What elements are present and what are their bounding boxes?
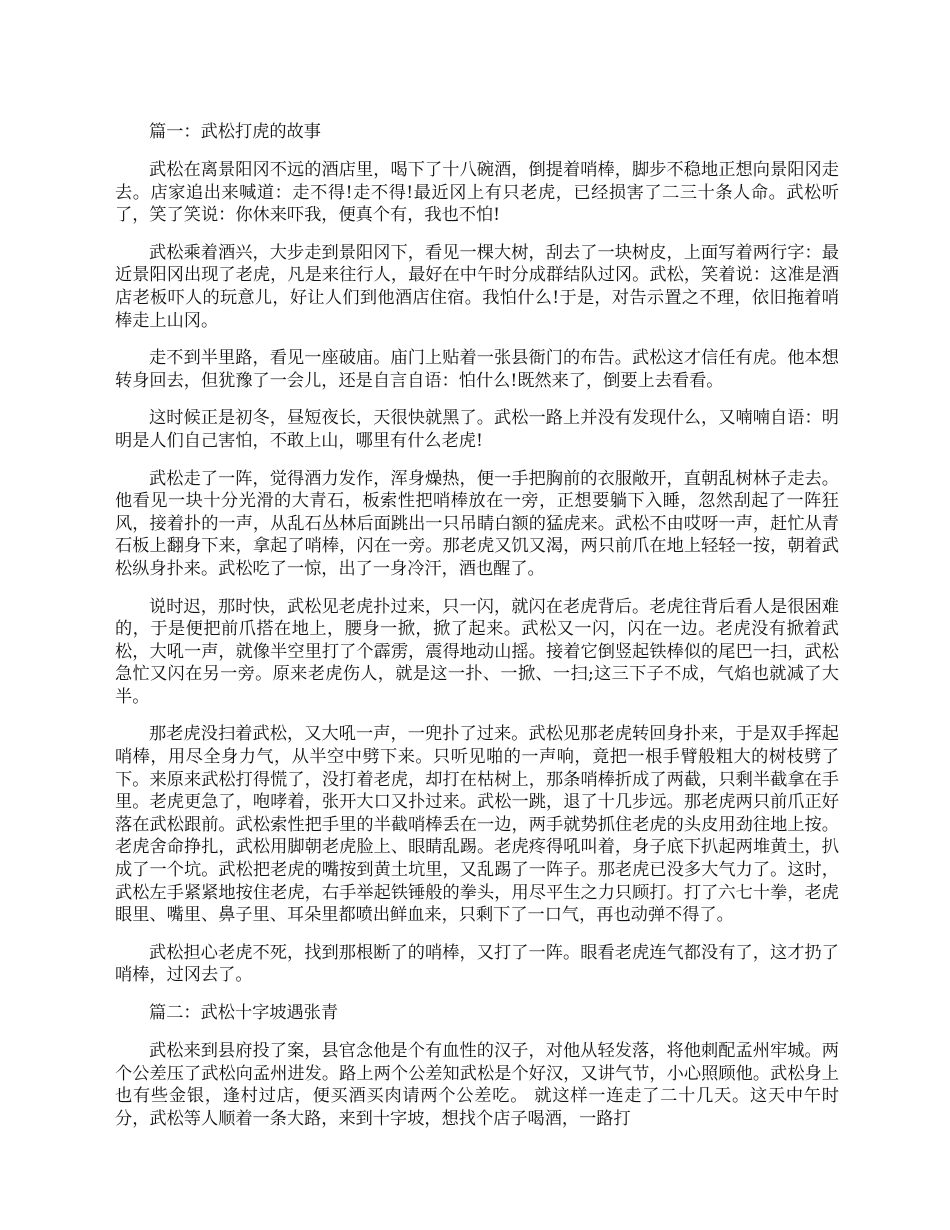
section-2-heading: 篇二：武松十字坡遇张青 [149,1003,339,1023]
section-1-paragraph-6: 说时迟，那时快，武松见老虎扑过来，只一闪，就闪在老虎背后。老虎往背后看人是很困难的，于是便把前爪搭在地上，腰身一掀，掀了起来。武松又一闪，闪在一边。老虎没有掀着武松，大吼一声，就像半空里打了个霹雳，震得地动山摇。接着它倒竖起铁棒似的尾巴一扫，武松急忙又闪在另一旁。原来老虎伤人，就是这一扑、一掀、一扫;这三下子不成，气焰也就减了大半。 [115,596,839,707]
section-1-paragraph-3: 走不到半里路，看见一座破庙。庙门上贴着一张县衙门的布告。武松这才信任有虎。他本想转身回去，但犹豫了一会儿，还是自言自语：怕什么!既然来了，倒要上去看看。 [115,348,839,391]
section-1-paragraph-8: 武松担心老虎不死，找到那根断了的哨棒，又打了一阵。眼看老虎连气都没有了，这才扔了哨棒，过冈去了。 [115,942,839,986]
section-1-paragraph-5: 武松走了一阵，觉得酒力发作，浑身燥热，便一手把胸前的衣服敞开，直朝乱树林子走去。他看见一块十分光滑的大青石，板索性把哨棒放在一旁，正想要躺下入睡，忽然刮起了一阵狂风，接着扑的一声，从乱石丛林后面跳出一只吊睛白额的猛虎来。武松不由哎呀一声，赶忙从青石板上翻身下来，拿起了哨棒，闪在一旁。那老虎又饥又渴，两只前爪在地上轻轻一按，朝着武松纵身扑来。武松吃了一惊，出了一身冷汗，酒也醒了。 [115,468,839,579]
section-1-paragraph-7: 那老虎没扫着武松，又大吼一声，一兜扑了过来。武松见那老虎转回身扑来，于是双手挥起哨棒，用尽全身力气，从半空中劈下来。只听见啪的一声响，竟把一根手臂般粗大的树枝劈了下。来原来武松打得慌了，没打着老虎，却打在枯树上，那条哨棒折成了两截，只剩半截拿在手里。老虎更急了，咆哮着，张开大口又扑过来。武松一跳，退了十几步远。那老虎两只前爪正好落在武松跟前。武松索性把手里的半截哨棒丢在一边，两手就势抓住老虎的头皮用劲往地上按。老虎舍命挣扎，武松用脚朝老虎脸上、眼睛乱踢。老虎疼得吼叫着，身子底下扒起两堆黄土，扒成了一个坑。武松把老虎的嘴按到黄土坑里，又乱踢了一阵子。那老虎已没多大气力了。这时，武松左手紧紧地按住老虎，右手举起铁锤般的拳头，用尽平生之力只顾打。打了六七十拳，老虎眼里、嘴里、鼻子里、耳朵里都喷出鲜血来，只剩下了一口气，再也动弹不得了。 [115,724,839,926]
section-2-paragraph-1: 武松来到县府投了案，县官念他是个有血性的汉子，对他从轻发落，将他刺配孟州牢城。两个公差压了武松向孟州进发。路上两个公差知武松是个好汉，又讲气节，小心照顾他。武松身上也有些金银，逢村过店，便买酒买肉请两个公差吃。 就这样一连走了二十几天。这天中午时分，武松等人顺着一条大路，来到十字坡，想找个店子喝酒，一路打 [115,1041,839,1129]
section-1-paragraph-1: 武松在离景阳冈不远的酒店里，喝下了十八碗酒，倒提着哨棒，脚步不稳地正想向景阳冈走去。店家追出来喊道：走不得!走不得!最近冈上有只老虎，已经损害了二三十条人命。武松听了，笑了笑说：你休来吓我，便真个有，我也不怕! [115,160,839,226]
section-1-paragraph-2: 武松乘着酒兴，大步走到景阳冈下，看见一棵大树，刮去了一块树皮，上面写着两行字：最近景阳冈出现了老虎，凡是来往行人，最好在中午时分成群结队过冈。武松，笑着说：这准是酒店老板吓人的玩意儿，好让人们到他酒店住宿。我怕什么!于是，对告示置之不理，依旧拖着哨棒走上山冈。 [115,242,839,331]
section-1-heading: 篇一：武松打虎的故事 [149,122,321,142]
section-1-paragraph-4: 这时候正是初冬，昼短夜长，天很快就黑了。武松一路上并没有发现什么，又喃喃自语：明明是人们自己害怕，不敢上山，哪里有什么老虎! [115,408,839,451]
document-page [115,121,839,1145]
